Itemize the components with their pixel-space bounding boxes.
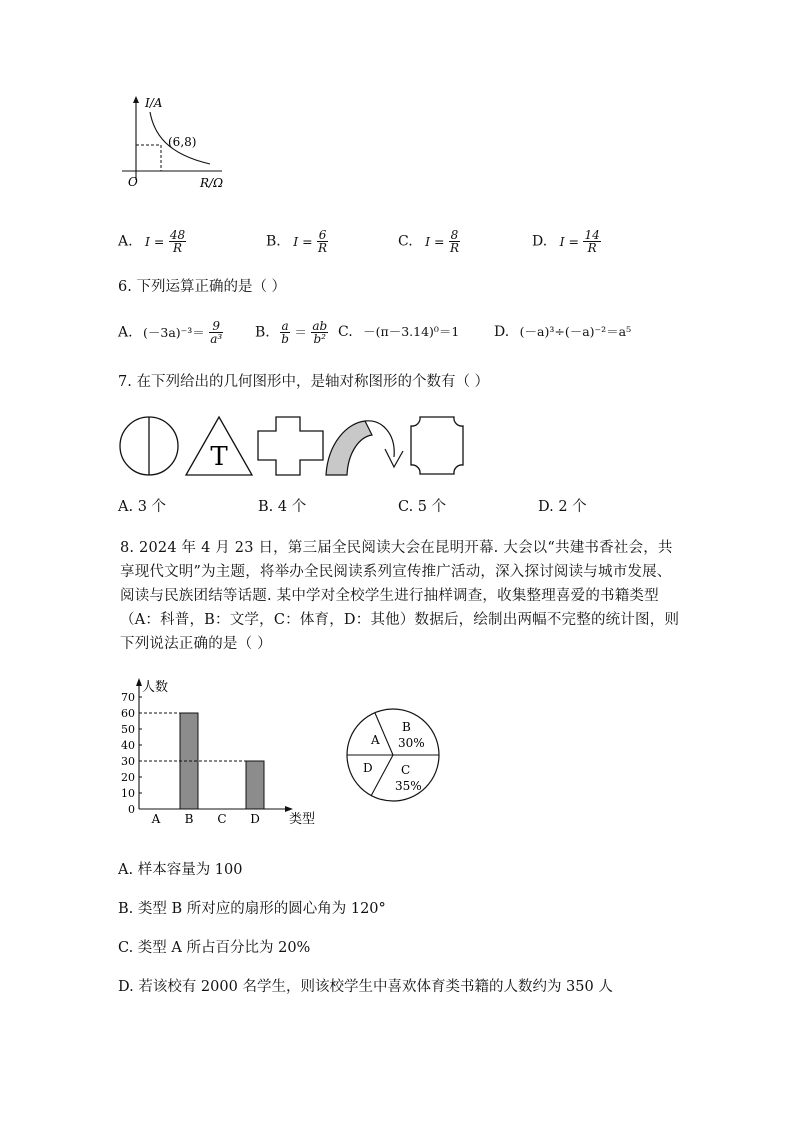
- x-category-label: D: [250, 812, 260, 826]
- q7-figures: [115, 413, 475, 479]
- y-tick-label: 60: [121, 707, 135, 720]
- svg-text:T: T: [210, 442, 228, 472]
- y-tick-label: 10: [121, 787, 135, 800]
- q7-option-c[interactable]: C. 5 个: [398, 499, 447, 515]
- q6-option-d[interactable]: D. (－a)³÷(－a)⁻²＝a⁵: [494, 324, 632, 340]
- q6-option-c[interactable]: C. －(π－3.14)⁰＝1: [338, 324, 460, 340]
- fraction: $\frac{8}{R}$: [449, 228, 460, 255]
- fraction: $\frac{48}{R}$: [169, 228, 186, 255]
- curved-arrow-figure: [326, 421, 403, 475]
- pie-label-a: A: [371, 733, 380, 747]
- q8-option-b[interactable]: B. 类型 B 所对应的扇形的圆心角为 120°: [118, 901, 386, 917]
- x-category-label: C: [217, 812, 227, 826]
- x-axis-label: 类型: [289, 812, 316, 827]
- fraction: $\frac{a}{b}$: [281, 319, 289, 346]
- q6-option-a[interactable]: A. (－3a)⁻³＝ $\frac{9}{\text{a³}}$: [118, 319, 223, 346]
- y-axis-label: I/A: [145, 96, 163, 110]
- pie-label-d: D: [363, 761, 373, 775]
- y-tick-label: 0: [128, 803, 135, 816]
- q6-stem: 6. 下列运算正确的是（ ）: [118, 279, 287, 295]
- q8-option-c[interactable]: C. 类型 A 所占百分比为 20%: [118, 940, 311, 956]
- y-tick-label: 50: [121, 723, 135, 736]
- circle-with-line-figure: [120, 417, 178, 475]
- x-category-label: B: [184, 812, 194, 826]
- q5-option-a[interactable]: A. I = $\frac{48}{R}$: [118, 228, 186, 255]
- origin-label: O: [128, 175, 138, 189]
- point-label: (6,8): [168, 135, 197, 149]
- q5-option-c[interactable]: C. I = $\frac{8}{R}$: [398, 228, 460, 255]
- pie-percent-b: 30%: [398, 736, 425, 750]
- q7-option-a[interactable]: A. 3 个: [118, 499, 167, 515]
- inverse-proportion-graph: [112, 94, 237, 194]
- q8-option-a[interactable]: A. 样本容量为 100: [118, 862, 243, 878]
- bar: [246, 761, 264, 809]
- cross-figure: [258, 417, 323, 475]
- pie-divider-d-c: [371, 755, 393, 796]
- q8-stem: 8. 2024 年 4 月 23 日，第三届全民阅读大会在昆明开幕. 大会以“共建书香社会，共享现代文明”为主题，将举办全民阅读系列宣传推广活动，深入探讨阅读与城市发展、阅读与民族团结等话题. 某中学对全校学生进行抽样调查，收集整理喜爱的书籍类型（A：科普，B：文学，C：体育，D：其他）数据后，绘制出两幅不完整的统计图，则下列说法正确的是（ ）: [120, 540, 680, 652]
- y-axis-arrow: [133, 96, 139, 103]
- fraction: $\frac{6}{R}$: [318, 228, 328, 255]
- fraction: $\frac{14}{R}$: [584, 228, 600, 255]
- x-category-label: A: [151, 812, 161, 826]
- q6-option-b[interactable]: B. $\frac{a}{b}$ ＝ $\frac{ab}{\text{b²}}$: [255, 319, 328, 346]
- q7-stem: 7. 在下列给出的几何图形中，是轴对称图形的个数有（ ）: [118, 374, 490, 390]
- y-axis-label: 人数: [142, 680, 169, 695]
- y-tick-label: 20: [121, 771, 135, 784]
- pie-percent-c: 35%: [395, 779, 422, 793]
- fraction: $\frac{9}{\text{a³}}$: [210, 319, 223, 346]
- q8-option-d[interactable]: D. 若该校有 2000 名学生，则该校学生中喜欢体育类书籍的人数约为 350 人: [118, 979, 613, 995]
- q5-option-d[interactable]: D. I = $\frac{14}{R}$: [532, 228, 600, 255]
- q5-option-b[interactable]: B. I = $\frac{6}{R}$: [266, 228, 328, 255]
- pie-chart: [345, 707, 445, 803]
- concave-corner-square-figure: [411, 417, 463, 474]
- y-tick-label: 30: [121, 755, 135, 768]
- y-tick-label: 40: [121, 739, 135, 752]
- pie-label-b: B: [402, 720, 411, 734]
- fraction: $\frac{ab}{\text{b²}}$: [312, 319, 328, 346]
- triangle-with-t-figure: [186, 417, 252, 475]
- x-axis-label: R/Ω: [200, 176, 224, 190]
- y-tick-label: 70: [121, 691, 135, 704]
- pie-label-c: C: [401, 763, 411, 777]
- q7-option-b[interactable]: B. 4 个: [258, 499, 307, 515]
- bar-chart: [112, 676, 316, 828]
- q7-option-d[interactable]: D. 2 个: [538, 499, 587, 515]
